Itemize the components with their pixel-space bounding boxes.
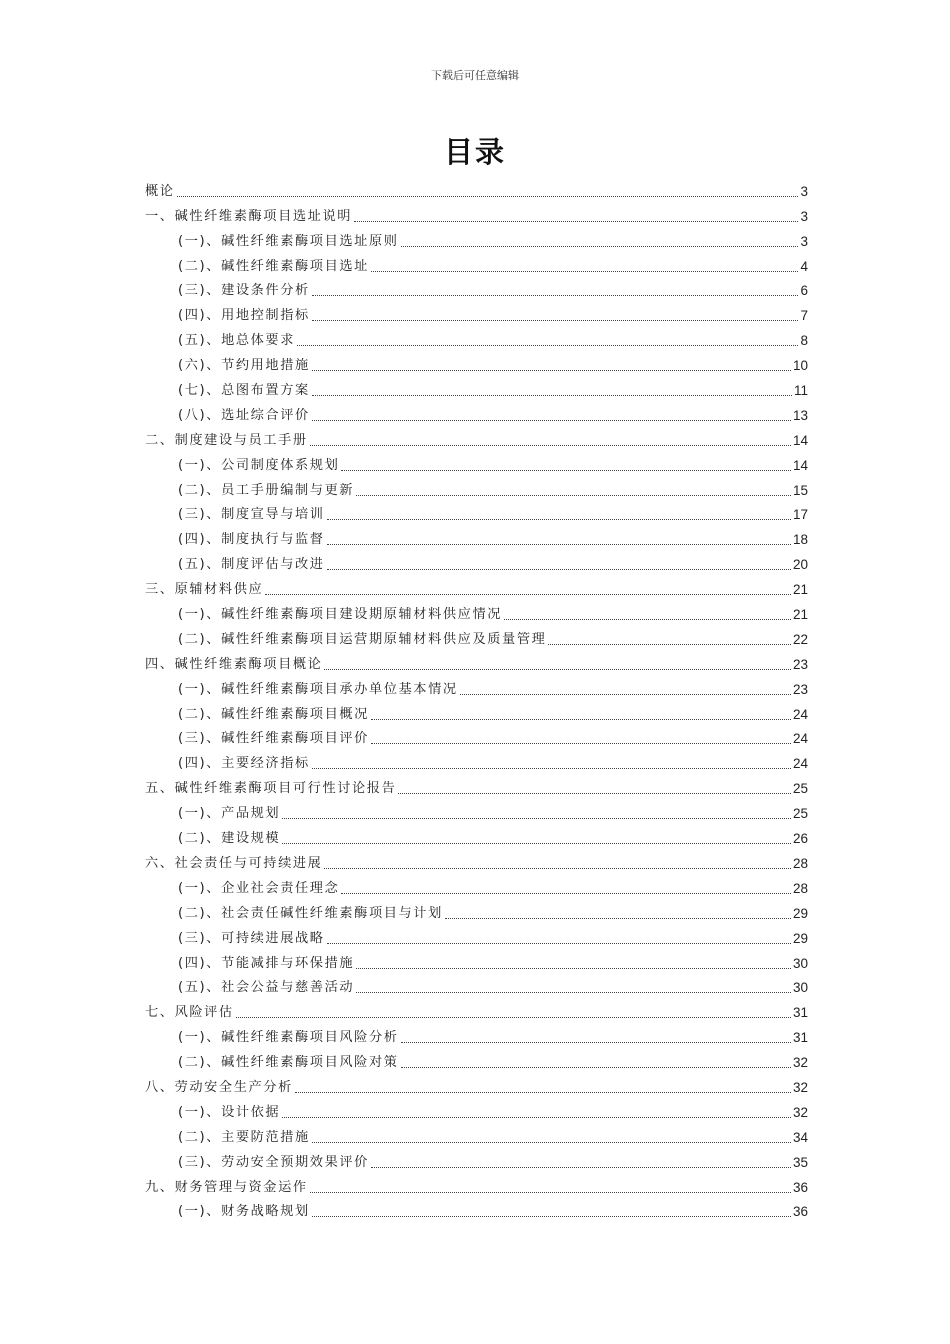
toc-entry-title: (四)、用地控制指标 bbox=[178, 308, 310, 324]
toc-entry-page: 30 bbox=[792, 955, 808, 971]
toc-dot-leader bbox=[401, 1067, 791, 1068]
toc-entry-page: 32 bbox=[792, 1055, 808, 1071]
toc-entry-title: 一、碱性纤维素酶项目选址说明 bbox=[145, 208, 353, 224]
toc-entry[interactable] bbox=[145, 773, 808, 798]
toc-entry-page: 10 bbox=[792, 358, 808, 374]
toc-entry-title: (一)、产品规划 bbox=[178, 806, 281, 822]
toc-entry[interactable] bbox=[145, 325, 808, 350]
toc-entry-title: (三)、可持续进展战略 bbox=[178, 930, 325, 946]
toc-dot-leader bbox=[324, 669, 791, 670]
toc-entry-page: 14 bbox=[792, 457, 808, 473]
toc-entry-title: 九、财务管理与资金运作 bbox=[145, 1179, 308, 1195]
toc-entry-title: (四)、制度执行与监督 bbox=[178, 532, 325, 548]
toc-dot-leader bbox=[310, 445, 791, 446]
toc-entry-title: (一)、碱性纤维素酶项目承办单位基本情况 bbox=[178, 681, 458, 697]
toc-entry-title: (二)、主要防范措施 bbox=[178, 1129, 310, 1145]
toc-entry[interactable] bbox=[145, 848, 808, 873]
toc-entry-title: (三)、建设条件分析 bbox=[178, 283, 310, 299]
toc-entry-page: 20 bbox=[792, 557, 808, 573]
toc-dot-leader bbox=[312, 295, 799, 296]
toc-entry-page: 30 bbox=[792, 980, 808, 996]
toc-entry[interactable] bbox=[145, 350, 808, 375]
toc-entry[interactable] bbox=[145, 1197, 808, 1222]
toc-dot-leader bbox=[371, 719, 791, 720]
toc-entry-page: 3 bbox=[800, 183, 808, 199]
toc-entry[interactable] bbox=[145, 549, 808, 574]
toc-entry[interactable] bbox=[145, 226, 808, 251]
toc-entry[interactable] bbox=[145, 1072, 808, 1097]
toc-entry-title: (五)、地总体要求 bbox=[178, 333, 296, 349]
toc-entry-page: 13 bbox=[792, 407, 808, 423]
toc-entry-title: 六、社会责任与可持续进展 bbox=[145, 855, 323, 871]
toc-dot-leader bbox=[371, 743, 791, 744]
toc-entry[interactable] bbox=[145, 276, 808, 301]
toc-dot-leader bbox=[282, 843, 791, 844]
toc-entry-title: (七)、总图布置方案 bbox=[178, 383, 310, 399]
toc-dot-leader bbox=[312, 420, 791, 421]
toc-entry-title: (一)、碱性纤维素酶项目建设期原辅材料供应情况 bbox=[178, 607, 503, 623]
toc-entry[interactable] bbox=[145, 176, 808, 201]
toc-entry-title: (三)、碱性纤维素酶项目评价 bbox=[178, 731, 369, 747]
toc-dot-leader bbox=[312, 395, 792, 396]
toc-dot-leader bbox=[401, 1042, 791, 1043]
toc-entry-title: (一)、公司制度体系规划 bbox=[178, 457, 340, 473]
toc-entry-title: (四)、主要经济指标 bbox=[178, 756, 310, 772]
table-of-contents bbox=[145, 176, 808, 1221]
toc-dot-leader bbox=[341, 470, 791, 471]
toc-entry-title: (五)、制度评估与改进 bbox=[178, 557, 325, 573]
toc-entry-page: 34 bbox=[792, 1129, 808, 1145]
toc-entry[interactable] bbox=[145, 251, 808, 276]
toc-entry-page: 23 bbox=[792, 656, 808, 672]
toc-entry[interactable] bbox=[145, 973, 808, 998]
toc-dot-leader bbox=[177, 196, 799, 197]
toc-entry-title: (六)、节约用地措施 bbox=[178, 358, 310, 374]
toc-entry[interactable] bbox=[145, 699, 808, 724]
toc-entry-title: (三)、制度宣导与培训 bbox=[178, 507, 325, 523]
toc-dot-leader bbox=[327, 943, 791, 944]
toc-entry[interactable] bbox=[145, 425, 808, 450]
toc-entry-page: 8 bbox=[800, 333, 808, 349]
toc-dot-leader bbox=[312, 768, 791, 769]
toc-entry-page: 15 bbox=[792, 482, 808, 498]
toc-dot-leader bbox=[312, 1142, 791, 1143]
page-header: 下载后可任意编辑 bbox=[431, 69, 519, 82]
toc-entry-title: (一)、企业社会责任理念 bbox=[178, 880, 340, 896]
toc-dot-leader bbox=[282, 1117, 791, 1118]
page-title: 目录 bbox=[443, 135, 506, 169]
toc-entry-title: 概论 bbox=[145, 183, 175, 199]
toc-entry-title: (二)、碱性纤维素酶项目风险对策 bbox=[178, 1055, 399, 1071]
toc-dot-leader bbox=[310, 1192, 791, 1193]
toc-entry-title: (三)、劳动安全预期效果评价 bbox=[178, 1154, 369, 1170]
toc-entry-title: 三、原辅材料供应 bbox=[145, 582, 264, 598]
toc-dot-leader bbox=[236, 1017, 791, 1018]
toc-entry-title: 四、碱性纤维素酶项目概论 bbox=[145, 656, 323, 672]
toc-entry[interactable] bbox=[145, 1097, 808, 1122]
toc-entry[interactable] bbox=[145, 798, 808, 823]
toc-dot-leader bbox=[548, 644, 791, 645]
toc-entry-title: (一)、设计依据 bbox=[178, 1104, 281, 1120]
toc-dot-leader bbox=[371, 271, 799, 272]
toc-entry-title: (二)、社会责任碱性纤维素酶项目与计划 bbox=[178, 905, 443, 921]
toc-entry[interactable] bbox=[145, 475, 808, 500]
toc-entry-page: 36 bbox=[792, 1204, 808, 1220]
toc-entry-page: 24 bbox=[792, 706, 808, 722]
toc-entry-page: 24 bbox=[792, 731, 808, 747]
toc-entry-page: 25 bbox=[792, 806, 808, 822]
toc-dot-leader bbox=[327, 544, 791, 545]
toc-entry-page: 31 bbox=[792, 1005, 808, 1021]
toc-entry-page: 6 bbox=[800, 283, 808, 299]
toc-entry-page: 28 bbox=[792, 855, 808, 871]
toc-entry-page: 26 bbox=[792, 831, 808, 847]
toc-entry-page: 3 bbox=[800, 233, 808, 249]
toc-entry-page: 22 bbox=[792, 631, 808, 647]
toc-dot-leader bbox=[341, 893, 791, 894]
toc-entry-page: 25 bbox=[792, 781, 808, 797]
toc-entry[interactable] bbox=[145, 375, 808, 400]
toc-dot-leader bbox=[356, 495, 791, 496]
toc-entry[interactable] bbox=[145, 649, 808, 674]
toc-entry-page: 17 bbox=[792, 507, 808, 523]
toc-dot-leader bbox=[354, 221, 798, 222]
toc-dot-leader bbox=[327, 569, 791, 570]
toc-dot-leader bbox=[445, 918, 791, 919]
toc-entry-page: 4 bbox=[800, 258, 808, 274]
toc-entry[interactable] bbox=[145, 748, 808, 773]
toc-entry[interactable] bbox=[145, 624, 808, 649]
toc-dot-leader bbox=[504, 619, 791, 620]
toc-entry-title: (二)、碱性纤维素酶项目选址 bbox=[178, 258, 369, 274]
toc-entry-title: (二)、员工手册编制与更新 bbox=[178, 482, 355, 498]
toc-entry-page: 32 bbox=[792, 1104, 808, 1120]
toc-entry-page: 11 bbox=[793, 383, 808, 399]
toc-entry-title: (一)、碱性纤维素酶项目选址原则 bbox=[178, 233, 399, 249]
toc-entry[interactable] bbox=[145, 500, 808, 525]
toc-entry[interactable] bbox=[145, 873, 808, 898]
toc-entry-title: (二)、建设规模 bbox=[178, 831, 281, 847]
toc-entry[interactable] bbox=[145, 898, 808, 923]
toc-entry-page: 14 bbox=[792, 432, 808, 448]
toc-entry[interactable] bbox=[145, 300, 808, 325]
toc-entry[interactable] bbox=[145, 997, 808, 1022]
toc-entry-page: 21 bbox=[792, 582, 808, 598]
toc-dot-leader bbox=[265, 594, 791, 595]
toc-dot-leader bbox=[297, 345, 798, 346]
toc-dot-leader bbox=[356, 992, 791, 993]
toc-dot-leader bbox=[401, 246, 799, 247]
toc-entry[interactable] bbox=[145, 1047, 808, 1072]
toc-entry[interactable] bbox=[145, 1122, 808, 1147]
toc-dot-leader bbox=[312, 370, 791, 371]
toc-entry-page: 3 bbox=[800, 208, 808, 224]
toc-entry-page: 31 bbox=[792, 1030, 808, 1046]
toc-entry-title: 五、碱性纤维素酶项目可行性讨论报告 bbox=[145, 781, 397, 797]
toc-entry-page: 29 bbox=[792, 930, 808, 946]
toc-entry[interactable] bbox=[145, 1147, 808, 1172]
toc-entry[interactable] bbox=[145, 524, 808, 549]
toc-entry[interactable] bbox=[145, 724, 808, 749]
toc-entry[interactable] bbox=[145, 1172, 808, 1197]
toc-entry-title: (二)、碱性纤维素酶项目概况 bbox=[178, 706, 369, 722]
toc-entry[interactable] bbox=[145, 923, 808, 948]
toc-entry-page: 24 bbox=[792, 756, 808, 772]
toc-dot-leader bbox=[371, 1167, 791, 1168]
toc-entry-title: (一)、碱性纤维素酶项目风险分析 bbox=[178, 1030, 399, 1046]
toc-entry-page: 21 bbox=[792, 607, 808, 623]
toc-entry[interactable] bbox=[145, 674, 808, 699]
toc-entry-title: 八、劳动安全生产分析 bbox=[145, 1079, 293, 1095]
toc-entry[interactable] bbox=[145, 823, 808, 848]
toc-entry-page: 35 bbox=[792, 1154, 808, 1170]
toc-entry-title: (八)、选址综合评价 bbox=[178, 407, 310, 423]
toc-dot-leader bbox=[312, 320, 799, 321]
toc-dot-leader bbox=[295, 1092, 791, 1093]
toc-entry[interactable] bbox=[145, 574, 808, 599]
toc-entry[interactable] bbox=[145, 450, 808, 475]
toc-entry-title: 七、风险评估 bbox=[145, 1005, 234, 1021]
toc-entry-page: 28 bbox=[792, 880, 808, 896]
toc-entry-title: (一)、财务战略规划 bbox=[178, 1204, 310, 1220]
toc-dot-leader bbox=[356, 968, 791, 969]
toc-entry[interactable] bbox=[145, 400, 808, 425]
toc-entry[interactable] bbox=[145, 201, 808, 226]
toc-dot-leader bbox=[312, 1216, 791, 1217]
toc-dot-leader bbox=[460, 694, 791, 695]
toc-dot-leader bbox=[324, 868, 791, 869]
toc-entry[interactable] bbox=[145, 1022, 808, 1047]
toc-entry-page: 29 bbox=[792, 905, 808, 921]
toc-entry-page: 32 bbox=[792, 1079, 808, 1095]
toc-entry-title: 二、制度建设与员工手册 bbox=[145, 432, 308, 448]
toc-dot-leader bbox=[282, 818, 791, 819]
toc-entry-title: (二)、碱性纤维素酶项目运营期原辅材料供应及质量管理 bbox=[178, 631, 547, 647]
toc-dot-leader bbox=[327, 519, 791, 520]
toc-entry-page: 23 bbox=[792, 681, 808, 697]
toc-entry[interactable] bbox=[145, 599, 808, 624]
toc-dot-leader bbox=[398, 793, 791, 794]
toc-entry-title: (五)、社会公益与慈善活动 bbox=[178, 980, 355, 996]
toc-entry-page: 36 bbox=[792, 1179, 808, 1195]
toc-entry[interactable] bbox=[145, 948, 808, 973]
toc-entry-title: (四)、节能减排与环保措施 bbox=[178, 955, 355, 971]
toc-entry-page: 18 bbox=[792, 532, 808, 548]
toc-entry-page: 7 bbox=[800, 308, 808, 324]
